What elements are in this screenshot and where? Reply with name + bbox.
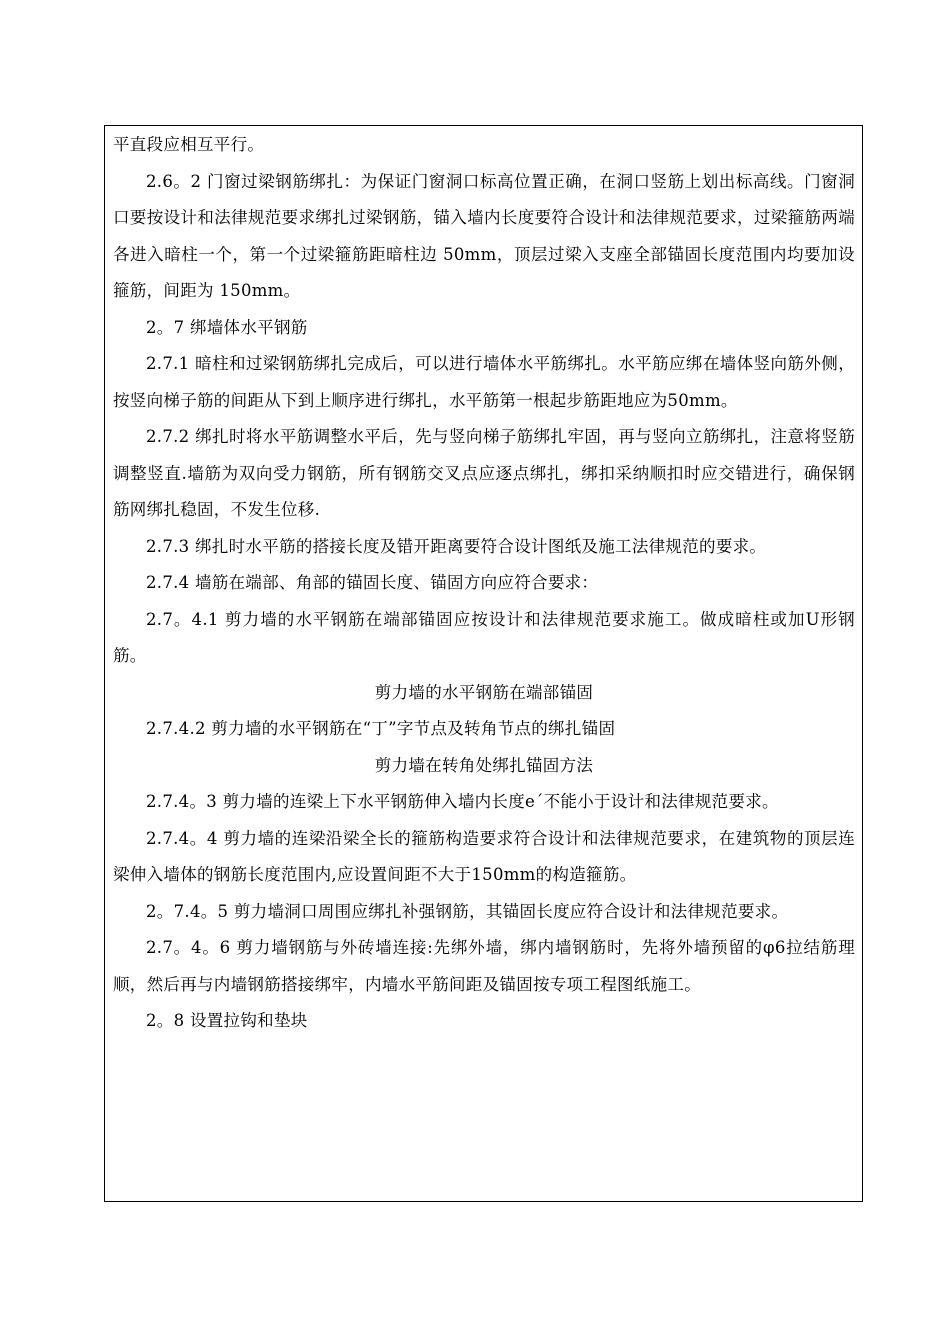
paragraph: 2.7。4.1 剪力墙的水平钢筋在端部锚固应按设计和法律规范要求施工。做成暗柱或加U形钢筋。 — [113, 609, 855, 665]
figure-caption: 剪力墙在转角处绑扎锚固方法 — [374, 755, 594, 775]
section-heading: 2。8 设置拉钩和垫块 — [146, 1011, 308, 1030]
document-body — [113, 127, 855, 1040]
paragraph: 2.7。4。6 剪力墙钢筋与外砖墙连接:先绑外墙，绑内墙钢筋时，先将外墙预留的φ6拉结筋理顺，然后再与内墙钢筋搭接绑牢，内墙水平筋间距及锚固按专项工程图纸施工。 — [113, 938, 855, 994]
paragraph: 2。7.4。5 剪力墙洞口周围应绑扎补强钢筋，其锚固长度应符合设计和法律规范要求。 — [146, 901, 789, 921]
paragraph: 2.7.4.2 剪力墙的水平钢筋在“丁”字节点及转角节点的绑扎锚固 — [146, 719, 616, 738]
paragraph: 2.7.4。4 剪力墙的连梁沿梁全长的箍筋构造要求符合设计和法律规范要求，在建筑物的顶层连梁伸入墙体的钢筋长度范围内,应设置间距不大于150mm的构造箍筋。 — [113, 828, 855, 884]
section-heading: 2。7 绑墙体水平钢筋 — [146, 317, 308, 337]
paragraph: 2.7.1 暗柱和过梁钢筋绑扎完成后，可以进行墙体水平筋绑扎。水平筋应绑在墙体竖向筋外侧，按竖向梯子筋的间距从下到上顺序进行绑扎，水平筋第一根起步筋距地应为50mm。 — [113, 354, 855, 410]
paragraph: 2.7.4 墙筋在端部、角部的锚固长度、锚固方向应符合要求： — [146, 573, 599, 592]
paragraph: 平直段应相互平行。 — [113, 135, 265, 154]
figure-caption: 剪力墙的水平钢筋在端部锚固 — [374, 682, 594, 702]
paragraph: 2.7.2 绑扎时将水平筋调整水平后，先与竖向梯子筋绑扎牢固，再与竖向立筋绑扎，注意将竖筋调整竖直.墙筋为双向受力钢筋，所有钢筋交叉点应逐点绑扎，绑扣采纳顺扣时应交错进行，确保钢筋网绑扎稳固，不发生位移. — [113, 427, 855, 519]
paragraph: 2.6。2 门窗过梁钢筋绑扎：为保证门窗洞口标高位置正确，在洞口竖筋上划出标高线。门窗洞口要按设计和法律规范要求绑扎过梁钢筋，锚入墙内长度要符合设计和法律规范要求，过梁箍筋两端各进入暗柱一个，第一个过梁箍筋距暗柱边 50mm，顶层过梁入支座全部锚固长度范围内均要加设箍筋，间距为 150mm。 — [113, 171, 855, 300]
paragraph: 2.7.4。3 剪力墙的连梁上下水平钢筋伸入墙内长度e´不能小于设计和法律规范要求。 — [146, 792, 779, 811]
paragraph: 2.7.3 绑扎时水平筋的搭接长度及错开距离要符合设计图纸及施工法律规范的要求。 — [146, 536, 767, 556]
